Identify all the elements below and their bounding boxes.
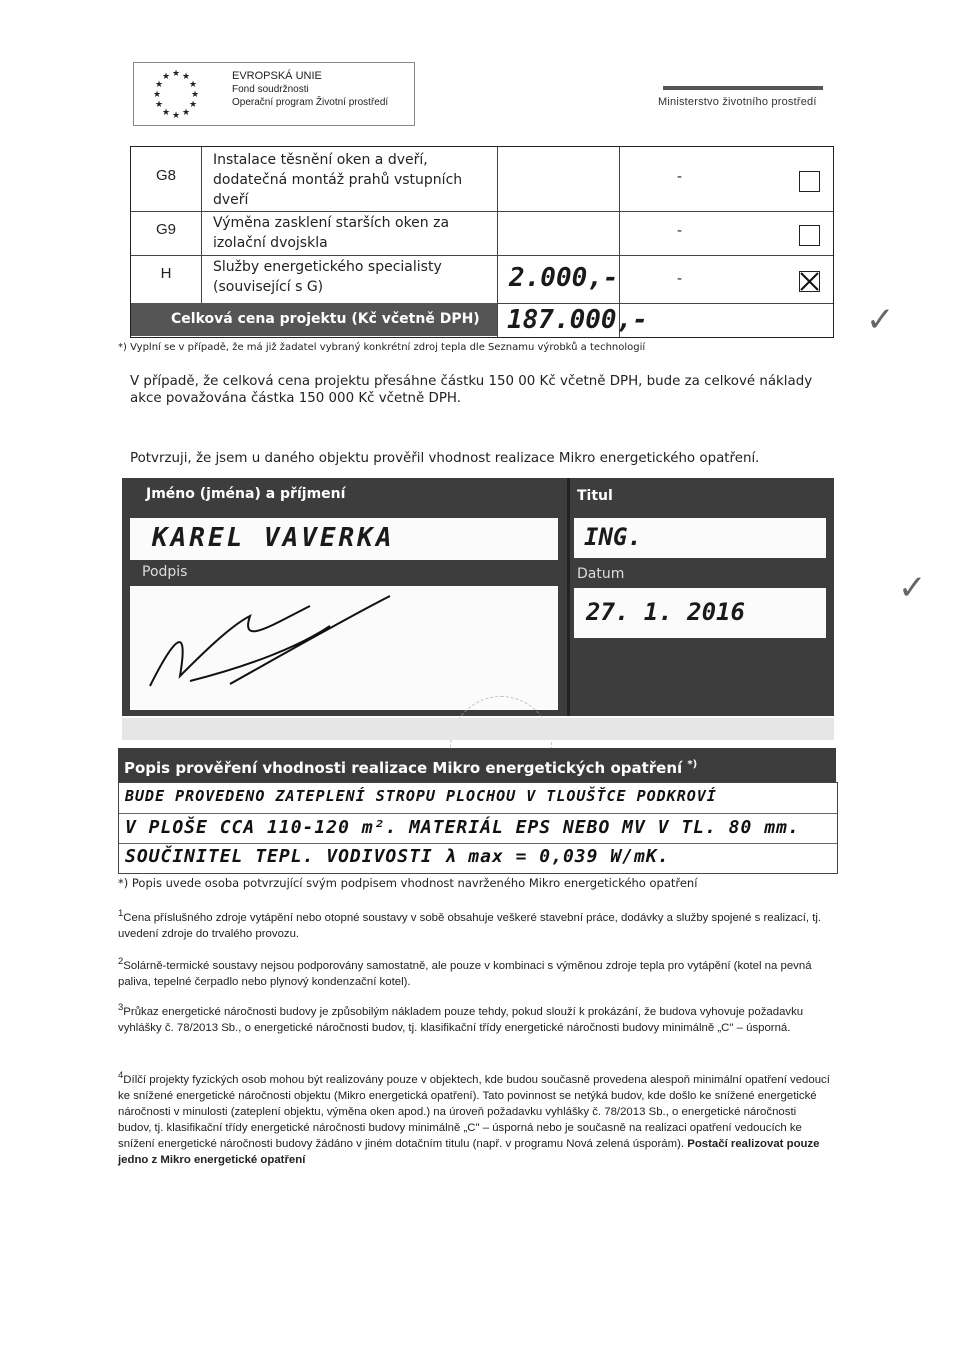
description-line-3: SOUČINITEL TEPL. VODIVOSTI λ max = 0,039 W/mK. [125, 846, 670, 867]
svg-text:★: ★ [188, 80, 198, 90]
description-field[interactable] [118, 782, 838, 874]
paragraph-confirmation: Potvrzuji, že jsem u daného objektu prověřil vhodnost realizace Mikro energetického opatření. [130, 451, 760, 466]
svg-text:★: ★ [161, 108, 171, 118]
description-line-1: BUDE PROVEDENO ZATEPLENÍ STROPU PLOCHOU V TLOUŠŤCE PODKROVÍ [125, 787, 717, 805]
description-label: Popis prověření vhodnosti realizace Mikro energetických opatření [124, 759, 683, 777]
footnote-3-number: 3 [118, 1002, 124, 1013]
description-line-2: V PLOŠE CCA 110-120 m². MATERIÁL EPS NEBO MV V TL. 80 mm. [125, 817, 800, 838]
eu-header-text [232, 70, 388, 109]
ministry-name: Ministerstvo životního prostředí [658, 96, 817, 108]
footnote-3 [118, 1000, 830, 1036]
row-code-g9: G9 [155, 221, 176, 238]
footnote-2 [118, 954, 830, 990]
description-label-sup: *) [687, 759, 698, 770]
svg-text:★: ★ [171, 69, 181, 79]
checkbox-g8[interactable] [799, 171, 820, 192]
footnote-3-text: Průkaz energetické náročnosti budovy je způsobilým nákladem pouze tehdy, pokud slouží k prokázání, že budova vyhovuje požadavku vyhlášky č. 78/2013 Sb., o energetické náročnosti budov, tj. klasifikační třídy energetické náročnosti budovy minimálně „C" – úsporná. [118, 1005, 804, 1034]
footnote-2-text: Solárně-termické soustavy nejsou podporovány samostatně, ale pouze v kombinaci s výměnou zdroje tepla pro vytápění (kotel na pevná paliva, tepelné čerpadlo nebo plynový kondenzační kotel). [118, 959, 812, 988]
date-value: 27. 1. 2016 [586, 598, 745, 626]
table-row-divider [131, 211, 833, 212]
note-popis: *) Popis uvede osoba potvrzující svým podpisem vhodnost navrženého Mikro energetického opatření [118, 876, 698, 890]
svg-text:★: ★ [152, 90, 162, 100]
eu-line1: EVROPSKÁ UNIE [232, 70, 322, 82]
title-field[interactable] [574, 518, 826, 558]
check-tick-mark: ✓ [866, 300, 895, 340]
row-text-g9: Výměna zasklení starších oken za izolační dvojskla [213, 215, 450, 251]
name-field[interactable] [130, 518, 558, 560]
note-vyplni: *) Vyplní se v případě, že má již žadatel vybraný konkrétní zdroj tepla dle Seznamu výrobků a technologií [118, 342, 646, 353]
svg-text:★: ★ [188, 100, 198, 110]
paragraph-price-limit: V případě, že celková cena projektu přesáhne částku 150 00 Kč včetně DPH, bude za celkové náklady akce považována částka 150 000 Kč včetně DPH. [130, 374, 813, 406]
description-rule [119, 813, 837, 814]
check-tick-mark: ✓ [898, 568, 927, 608]
scan-artifact-strip [122, 718, 834, 740]
row-dash-g8: - [677, 169, 683, 185]
signature-divider [567, 478, 570, 716]
row-code-g8: G8 [155, 167, 176, 184]
checkbox-h-checked[interactable] [799, 271, 820, 292]
eu-line3: Operační program Životní prostředí [232, 97, 389, 108]
name-value: KAREL VAVERKA [152, 523, 395, 553]
svg-text:★: ★ [154, 100, 164, 110]
ministry-logo-bar [663, 86, 823, 90]
footnote-4-number: 4 [118, 1070, 124, 1081]
svg-text:★: ★ [161, 72, 171, 82]
eu-stars-icon [140, 66, 212, 122]
svg-text:★: ★ [154, 80, 164, 90]
total-price-label: Celková cena projektu (Kč včetně DPH) [131, 303, 497, 336]
name-label: Jméno (jména) a příjmení [146, 486, 346, 502]
footnote-1-text: Cena příslušného zdroje vytápění nebo otopné soustavy v sobě obsahuje veškeré stavební práce, dodávky a služby spojené s realizací, tj. uvedení zdroje do trvalého provozu. [118, 911, 822, 940]
description-header [118, 748, 836, 782]
checkbox-g9[interactable] [799, 225, 820, 246]
row-text-g8: Instalace těsnění oken a dveří, dodatečná montáž prahů vstupních dveří [213, 152, 463, 208]
signature-block [122, 478, 834, 716]
date-label: Datum [577, 566, 625, 582]
row-dash-g9: - [677, 223, 683, 239]
row-dash-h: - [677, 271, 683, 287]
signature-field[interactable] [130, 586, 558, 710]
svg-text:★: ★ [181, 108, 191, 118]
footnote-4-bold: Postačí realizovat pouze jedno z Mikro energetické opatření [118, 1137, 820, 1166]
checkmark-x-icon [800, 272, 819, 291]
eu-line2: Fond soudržnosti [232, 84, 309, 95]
svg-text:★: ★ [190, 90, 200, 100]
signature-label: Podpis [142, 564, 188, 580]
footnote-2-number: 2 [118, 956, 124, 967]
footnote-4 [118, 1068, 830, 1168]
footnote-4-text: Dílčí projekty fyzických osob mohou být realizovány pouze v objektech, kde budou současně provedena alespoň minimální opatření vedoucí ke snížené energetické náročnosti objektu (Mikro energetická opatření). Tato povinnost se netýká budov, kde došlo ke snížené energetické náročnosti v minulosti (zateplení objektu, výměna oken apod.) na úroveň požadavku vyhlášky č. 78/2013 Sb., o energetické náročnosti budov, tj. klasifikační třídy energetické náročnosti budovy minimálně „C" – úsporná nebo je současně na realizaci opatření vedoucích ke snížení energetické náročnosti budovy žádáno v jiném dotačním titulu (např. v programu Nová zelená úsporám). [118, 1073, 830, 1150]
description-rule [119, 843, 837, 844]
title-label: Titul [577, 488, 613, 504]
measures-table [130, 146, 834, 338]
date-field[interactable] [574, 588, 826, 638]
handwritten-signature-icon [130, 586, 558, 710]
footnote-1-number: 1 [118, 908, 124, 919]
footnote-1 [118, 906, 830, 942]
row-text-h: Služby energetického specialisty (související s G) [213, 259, 442, 295]
title-value: ING. [584, 523, 642, 551]
amount-h: 2.000,- [509, 263, 619, 293]
table-col-divider [201, 147, 202, 303]
svg-text:★: ★ [181, 72, 191, 82]
table-row-divider [131, 255, 833, 256]
table-col-divider [497, 147, 498, 337]
svg-text:★: ★ [171, 111, 181, 121]
total-price-value: 187.000,- [507, 305, 648, 335]
row-code-h: H [160, 265, 172, 282]
